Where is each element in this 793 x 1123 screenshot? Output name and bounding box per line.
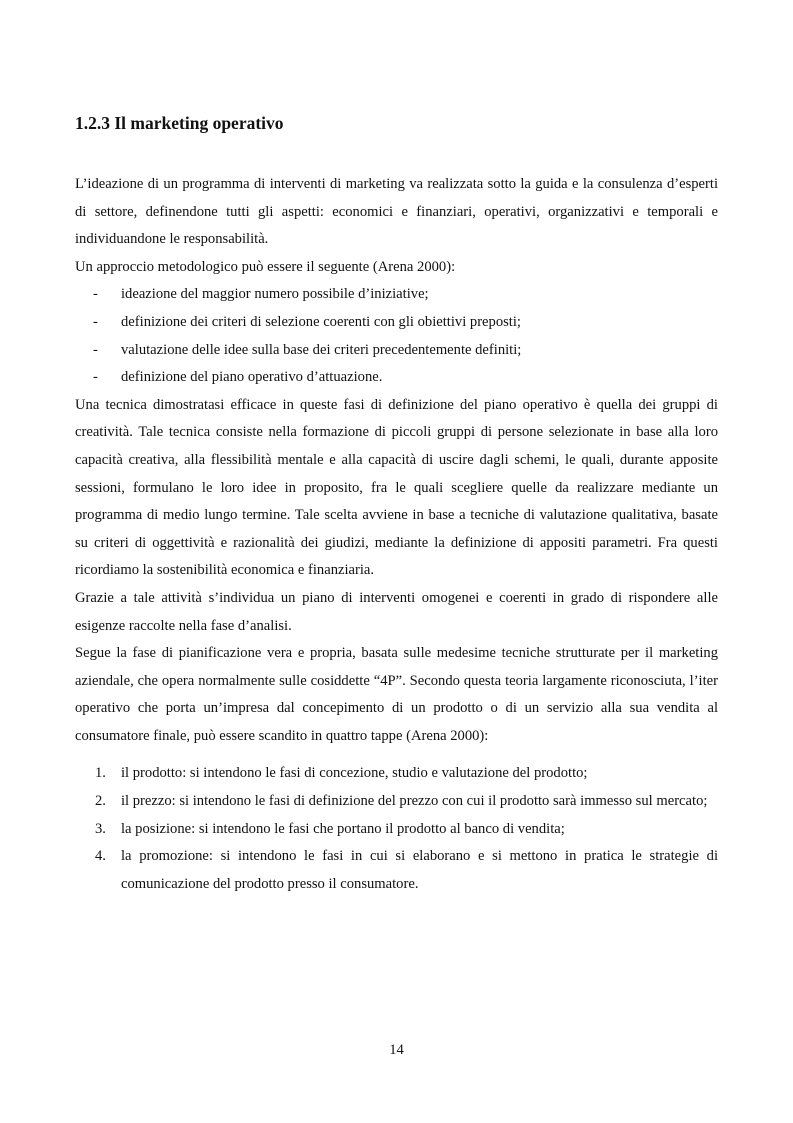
phase-paragraph: Segue la fase di pianificazione vera e propria, basata sulle medesime tecniche strutturate per il marketing aziendale, che opera normalmente sulle cosiddette “4P”. Secondo questa teoria largamente riconosciuta, l’iter operativo che porta un’impresa dal concepimento di un prodotto o di un servizio alla sua vendita al consumatore finale, può essere scandito in quattro tappe (Arena 2000): xyxy=(75,645,718,744)
technique-paragraph: Una tecnica dimostratasi efficace in queste fasi di definizione del piano operativo è quella dei gruppi di creatività. Tale tecnica consiste nella formazione di piccoli gruppi di persone selezionate in base alla loro capacità creativa, alla flessibilità mentale e alla capacità di uscire dagli schemi, le quali, durante apposite sessioni, formulano le loro idee in proposito, fra le quali scegliere quelle da realizzare mediante un programma di medio lungo termine. Tale scelta avviene in base a tecniche di valutazione qualitativa, basate su criteri di oggettività e razionalità dei giudizi, mediante la definizione di appositi parametri. Fra questi ricordiamo la sostenibilità economica e finanziaria. xyxy=(75,396,718,579)
intro-paragraph: L’ideazione di un programma di interventi di marketing va realizzata sotto la guida e la consulenza d’esperti di settore, definendone tutti gli aspetti: economici e finanziari, operativi, organizzativi e temporali e individuandone le responsabilità. xyxy=(75,176,718,248)
list-item xyxy=(75,309,718,337)
dash-marker: - xyxy=(93,369,98,386)
list-item-text: la promozione: si intendono le fasi in cui si elaborano e si mettono in pratica le strategie di comunicazione del prodotto presso il consumatore. xyxy=(121,848,718,892)
four-p-list xyxy=(75,760,718,898)
list-item-text: il prodotto: si intendono le fasi di concezione, studio e valutazione del prodotto; xyxy=(121,765,588,782)
list-item-text: valutazione delle idee sulla base dei criteri precedentemente definiti; xyxy=(121,341,522,358)
list-item xyxy=(75,281,718,309)
thanks-paragraph: Grazie a tale attività s’individua un piano di interventi omogenei e coerenti in grado di rispondere alle esigenze raccolte nella fase d’analisi. xyxy=(75,589,718,634)
steps-list xyxy=(75,281,718,391)
list-item-text: ideazione del maggior numero possibile d’iniziative; xyxy=(121,286,429,303)
list-item xyxy=(75,788,718,816)
number-marker: 1. xyxy=(95,765,106,782)
number-marker: 3. xyxy=(95,820,106,837)
list-item-text: la posizione: si intendono le fasi che portano il prodotto al banco di vendita; xyxy=(121,820,565,837)
number-marker: 2. xyxy=(95,793,106,810)
page-number: 14 xyxy=(389,1042,404,1058)
number-marker: 4. xyxy=(95,848,106,865)
list-item xyxy=(75,760,718,788)
section-heading: 1.2.3 Il marketing operativo xyxy=(75,113,284,133)
list-item xyxy=(75,816,718,844)
dash-marker: - xyxy=(93,313,98,330)
dash-marker: - xyxy=(93,341,98,358)
list-item-text: definizione dei criteri di selezione coerenti con gli obiettivi preposti; xyxy=(121,313,521,330)
body-text xyxy=(75,171,718,898)
list-item xyxy=(75,843,718,898)
list-item xyxy=(75,364,718,392)
approach-paragraph: Un approccio metodologico può essere il seguente (Arena 2000): xyxy=(75,258,456,275)
dash-marker: - xyxy=(93,286,98,303)
list-item xyxy=(75,337,718,365)
list-item-text: definizione del piano operativo d’attuazione. xyxy=(121,369,383,386)
list-item-text: il prezzo: si intendono le fasi di definizione del prezzo con cui il prodotto sarà immesso sul mercato; xyxy=(121,793,708,810)
